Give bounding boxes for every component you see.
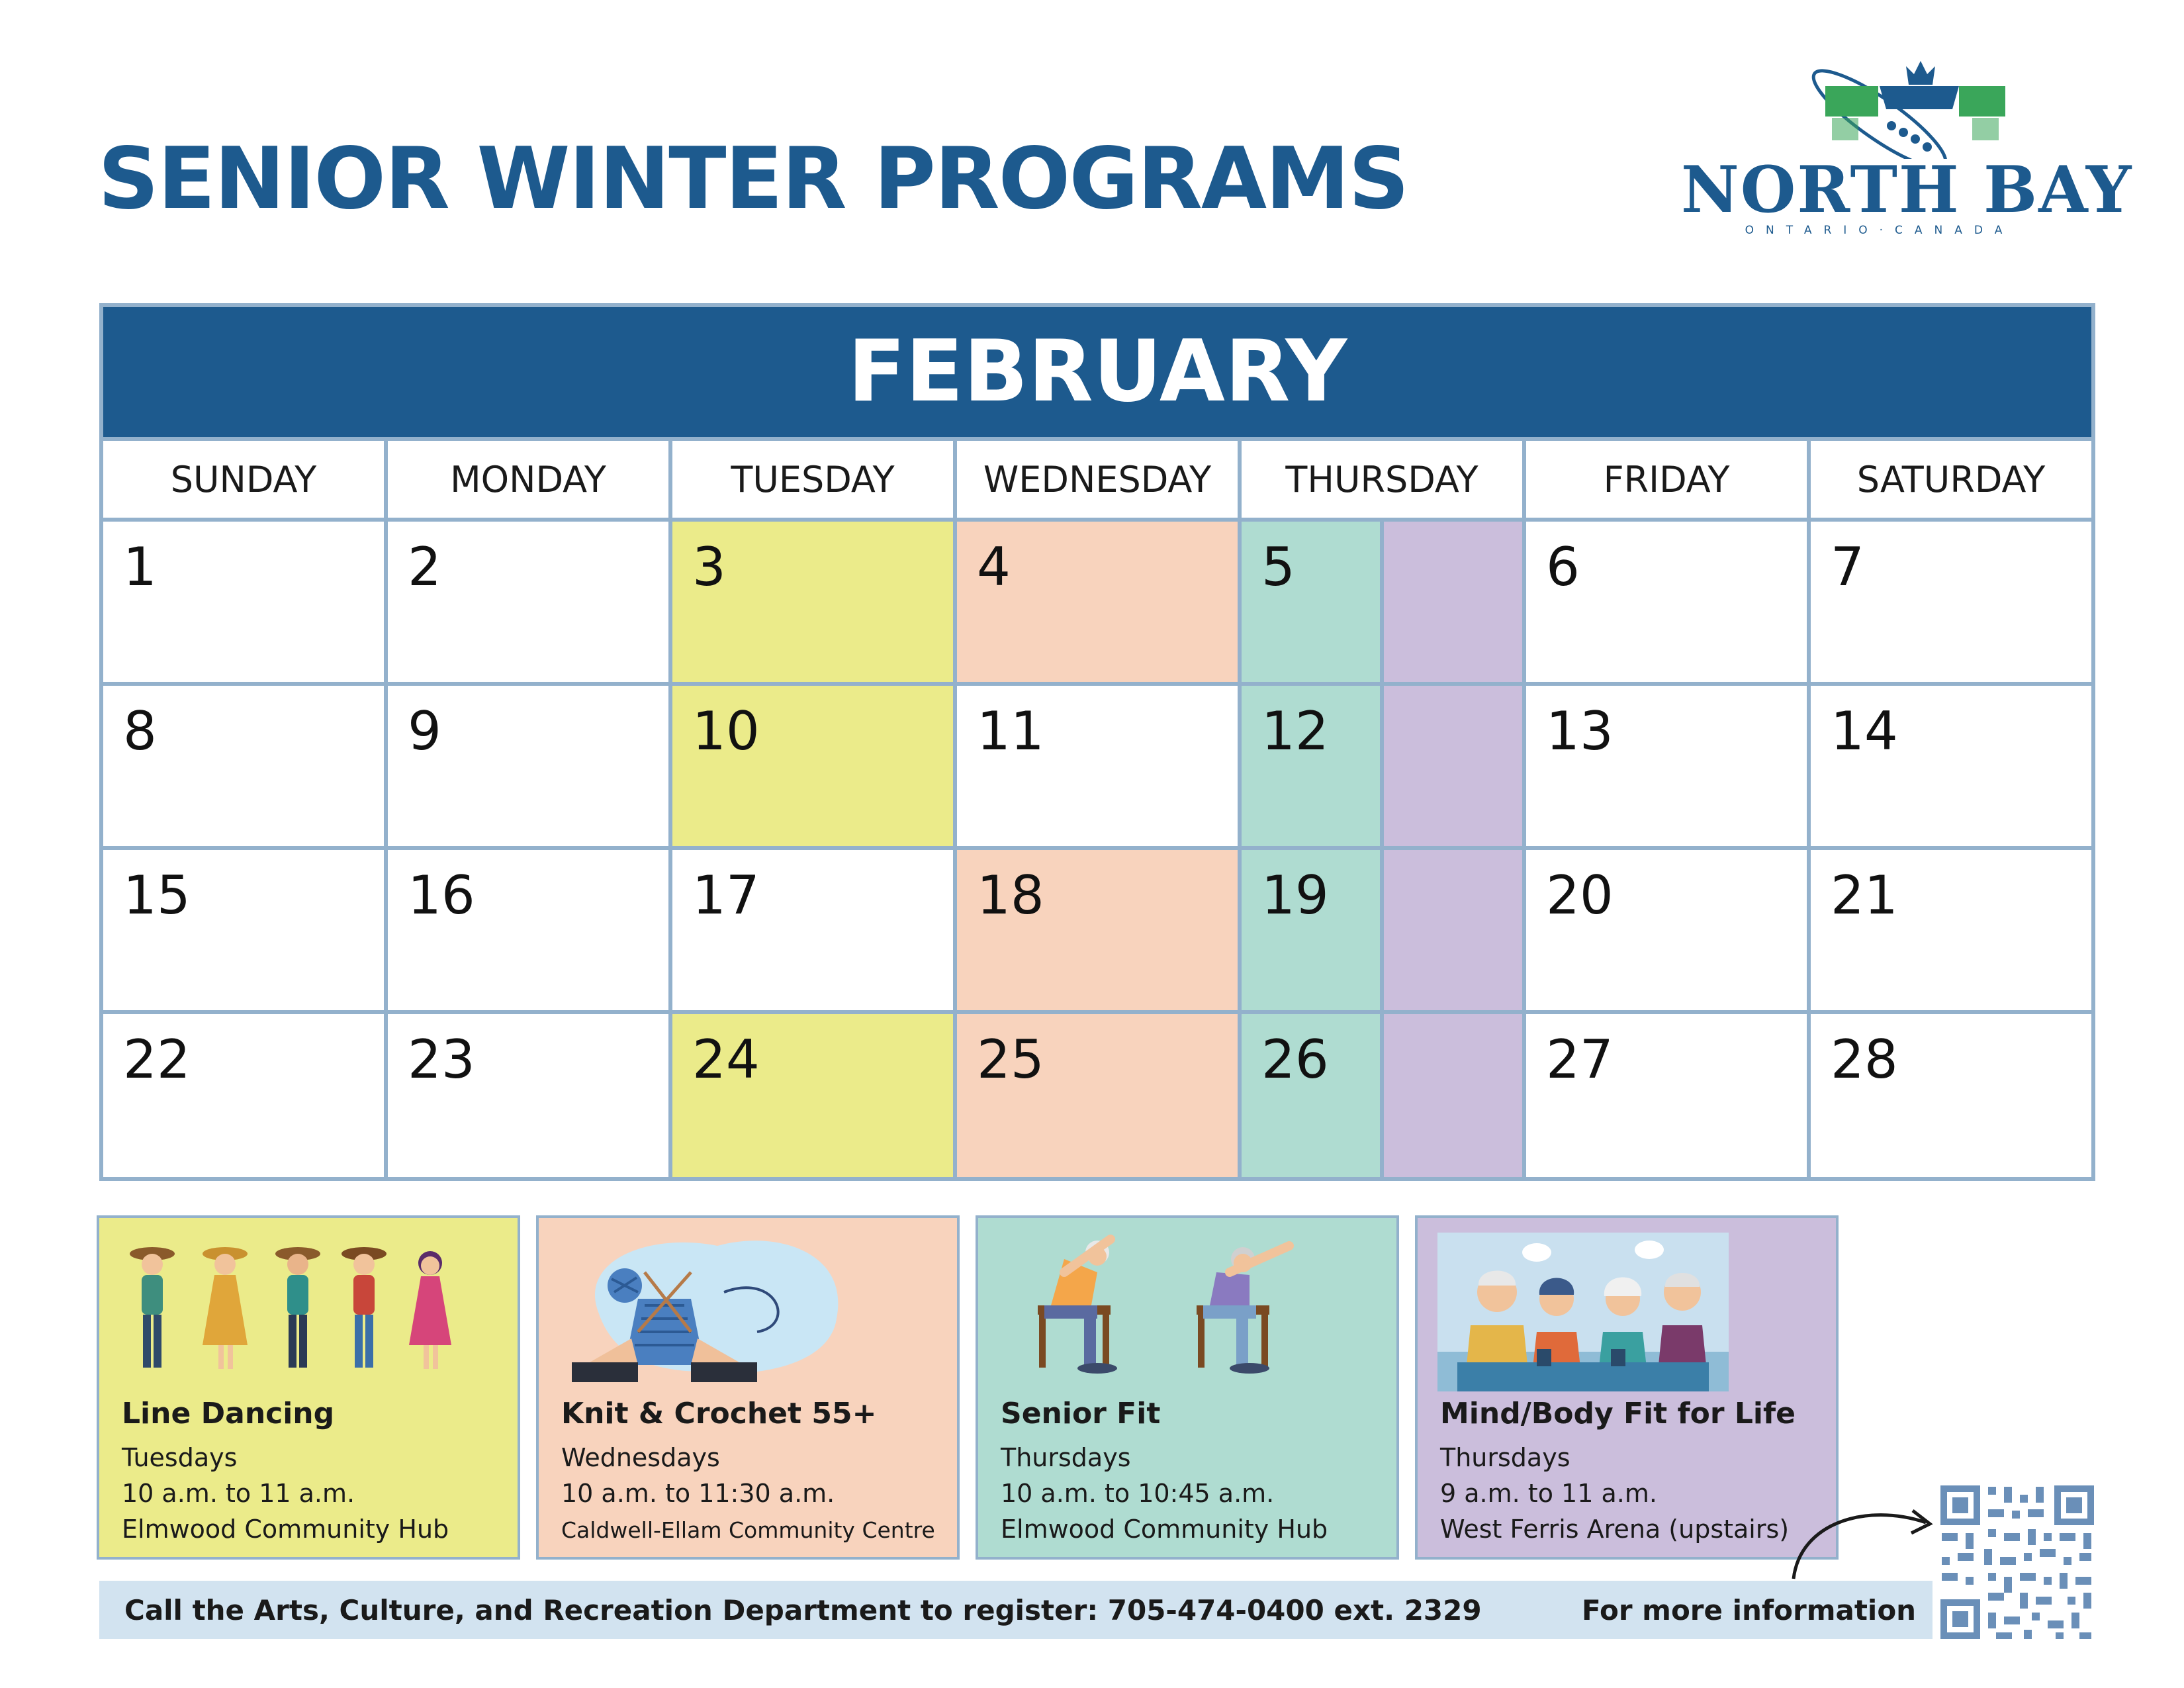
registration-phone-text: Call the Arts, Culture, and Recreation Department to register: 705-474-0400 ext. 2329 [124,1594,1482,1626]
day-number: 25 [977,1029,1044,1090]
day-number: 5 [1261,536,1295,598]
registration-bar [99,1581,1933,1639]
day-number: 23 [408,1029,475,1090]
day-number: 18 [977,865,1044,926]
day-number: 26 [1261,1029,1329,1090]
day-cell [1526,1014,1807,1177]
program-card-senior-fit [976,1215,1399,1560]
weekday-saturday: SATURDAY [1811,441,2091,518]
seniors-socializing-illustration-icon [1437,1233,1742,1391]
north-bay-emblem-icon [1681,53,2078,159]
day-number: 8 [123,700,157,762]
day-number: 10 [692,700,760,762]
day-number: 15 [123,865,191,926]
day-number: 7 [1831,536,1864,598]
day-number: 14 [1831,700,1898,762]
program-card-knit-crochet [536,1215,960,1560]
month-title: FEBRUARY [103,307,2091,437]
weekday-friday: FRIDAY [1526,441,1807,518]
program-name: Senior Fit [1001,1397,1161,1430]
day-cell-line-dancing [672,686,953,846]
day-number: 27 [1546,1029,1614,1090]
day-cell-senior-fit [1242,522,1380,682]
program-day: Wednesdays [561,1443,720,1472]
program-time: 10 a.m. to 11:30 a.m. [561,1479,835,1508]
line-dancers-illustration-icon [119,1233,490,1385]
day-number: 19 [1261,865,1329,926]
day-cell [388,686,668,846]
day-number: 21 [1831,865,1898,926]
day-cell-senior-fit [1242,1014,1380,1177]
day-number: 16 [408,865,475,926]
day-number: 4 [977,536,1011,598]
day-cell [1811,522,2091,682]
qr-code-icon[interactable] [1938,1483,2097,1642]
weekday-monday: MONDAY [388,441,668,518]
day-cell [1811,1014,2091,1177]
program-location: Elmwood Community Hub [122,1515,449,1544]
day-number: 20 [1546,865,1614,926]
page-title: SENIOR WINTER PROGRAMS [98,130,1408,228]
day-cell [672,850,953,1010]
day-number: 28 [1831,1029,1898,1090]
day-cell-mind-body [1384,522,1522,682]
day-cell [1526,686,1807,846]
day-cell-mind-body [1384,850,1522,1010]
north-bay-logo [1681,53,2133,252]
day-cell [388,1014,668,1177]
program-card-mind-body [1415,1215,1839,1560]
day-number: 13 [1546,700,1614,762]
day-number: 2 [408,536,441,598]
arrow-icon [1780,1496,1939,1582]
weekday-tuesday: TUESDAY [672,441,953,518]
program-day: Tuesdays [122,1443,238,1472]
day-cell [103,1014,384,1177]
day-cell [388,850,668,1010]
day-cell [957,686,1238,846]
day-number: 3 [692,536,726,598]
program-name: Mind/Body Fit for Life [1440,1397,1796,1430]
day-number: 9 [408,700,441,762]
program-card-line-dancing [97,1215,520,1560]
program-time: 9 a.m. to 11 a.m. [1440,1479,1657,1508]
program-name: Knit & Crochet 55+ [561,1397,877,1430]
day-number: 12 [1261,700,1329,762]
day-cell-knit-crochet [957,850,1238,1010]
program-time: 10 a.m. to 10:45 a.m. [1001,1479,1275,1508]
day-cell [103,850,384,1010]
day-cell-line-dancing [672,522,953,682]
program-day: Thursdays [1001,1443,1131,1472]
program-location: Elmwood Community Hub [1001,1515,1328,1544]
day-cell [1811,686,2091,846]
day-cell-line-dancing [672,1014,953,1177]
day-cell [1526,850,1807,1010]
day-number: 6 [1546,536,1580,598]
day-cell-mind-body [1384,1014,1522,1177]
program-day: Thursdays [1440,1443,1570,1472]
day-cell-mind-body [1384,686,1522,846]
day-cell-knit-crochet [957,522,1238,682]
logo-wordmark: NORTH BAY [1681,152,2133,227]
day-cell-knit-crochet [957,1014,1238,1177]
day-cell [1811,850,2091,1010]
february-calendar [99,303,2095,1181]
day-number: 11 [977,700,1044,762]
weekday-thursday: THURSDAY [1242,441,1522,518]
day-number: 17 [692,865,760,926]
day-number: 24 [692,1029,760,1090]
weekday-wednesday: WEDNESDAY [957,441,1238,518]
knitting-hands-illustration-icon [559,1233,929,1385]
program-location: West Ferris Arena (upstairs) [1440,1515,1790,1544]
day-cell [388,522,668,682]
logo-subtitle: ONTARIO·CANADA [1745,224,2015,237]
day-cell-senior-fit [1242,686,1380,846]
more-info-label: For more information [1582,1594,1917,1626]
day-cell [103,686,384,846]
day-cell-senior-fit [1242,850,1380,1010]
chair-exercise-illustration-icon [998,1233,1369,1385]
program-time: 10 a.m. to 11 a.m. [122,1479,355,1508]
day-cell [1526,522,1807,682]
program-location: Caldwell-Ellam Community Centre [561,1517,935,1543]
day-number: 1 [123,536,157,598]
weekday-sunday: SUNDAY [103,441,384,518]
day-number: 22 [123,1029,191,1090]
program-name: Line Dancing [122,1397,335,1430]
day-cell [103,522,384,682]
